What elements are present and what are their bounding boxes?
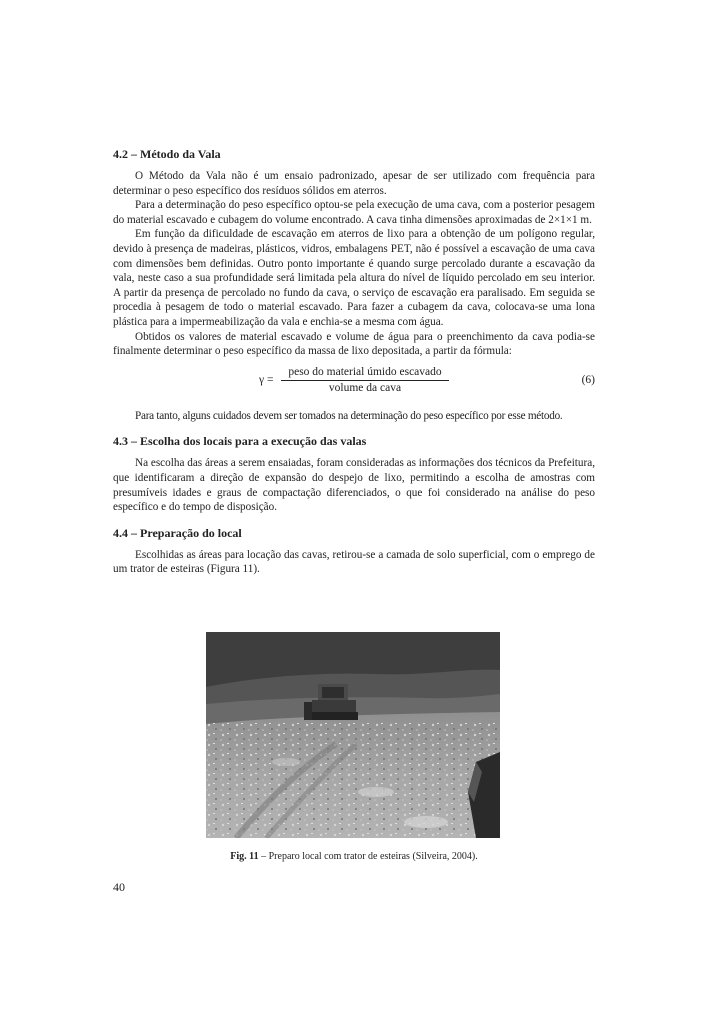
paragraph: Em função da dificuldade de escavação em aterros de lixo para a obtenção de um polígono regular, devido à presença de madeiras, plásticos, vidros, embalagens PET, não é possível a escavação de uma cava com dimensões bem definidas. Outro ponto importante é quando surge percolado durante a escavação da vala, neste caso a sua profundidade será limitada pela altura do nível de líquido percolado em seu interior. A partir da presença de percolado no fundo da cava, o serviço de escavação era paralisado. Em seguida se procedia à pesagem de todo o material escavado. Para fazer a cubagem da cava, colocava-se uma lona plástica para a impermeabilização da vala e enchia-se a mesma com água. [113,228,595,328]
figure-caption [113,851,595,862]
formula-lhs: γ = [259,373,274,386]
paragraph: Na escolha das áreas a serem ensaiadas, foram consideradas as informações dos técnicos da Prefeitura, que identificaram a direção de expansão do despejo de lixo, permitindo a escolha de amostras com presumíveis idades e graus de compactação diferenciados, o que foi considerado na análise do peso específico e do tempo de disposição. [113,457,595,514]
section-heading: 4.3 – Escolha dos locais para a execução das valas [113,434,367,449]
body-text [113,146,595,587]
section-4-4 [113,525,595,577]
page-number: 40 [113,880,125,894]
paragraph: Para tanto, alguns cuidados devem ser tomados na determinação do peso específico por esse método. [135,409,563,422]
caption-text: – Preparo local com trator de esteiras (Silveira, 2004). [258,851,478,862]
figure-photo [206,632,500,838]
formula-numerator: peso do material úmido escavado [281,365,449,381]
section-heading: 4.2 – Método da Vala [113,147,221,161]
paragraph: Escolhidas as áreas para locação das cavas, retirou-se a camada de solo superficial, com o emprego de um trator de esteiras (Figura 11). [113,548,595,576]
formula-denominator: volume da cava [328,381,402,394]
equation-number: (6) [581,373,595,386]
paragraph: O Método da Vala não é um ensaio padronizado, apesar de ser utilizado com frequência para determinar o peso específico dos resíduos sólidos em aterros. [113,170,595,197]
section-4-2 [113,146,595,423]
paragraph: Para a determinação do peso específico optou-se pela execução de uma cava, com a posterior pesagem do material escavado e cubagem do volume encontrado. A cava tinha dimensões aproximadas de 2×1×1 m. [113,199,595,226]
caption-label: Fig. 11 [230,851,259,862]
section-heading: 4.4 – Preparação do local [113,525,242,540]
paragraph: Obtidos os valores de material escavado e volume de água para o preenchimento da cava podia-se finalmente determinar o peso específico da massa de lixo depositada, a partir da fórmula: [113,330,595,358]
section-4-3 [113,433,595,514]
formula-fraction [281,365,449,396]
formula-6 [113,365,595,401]
